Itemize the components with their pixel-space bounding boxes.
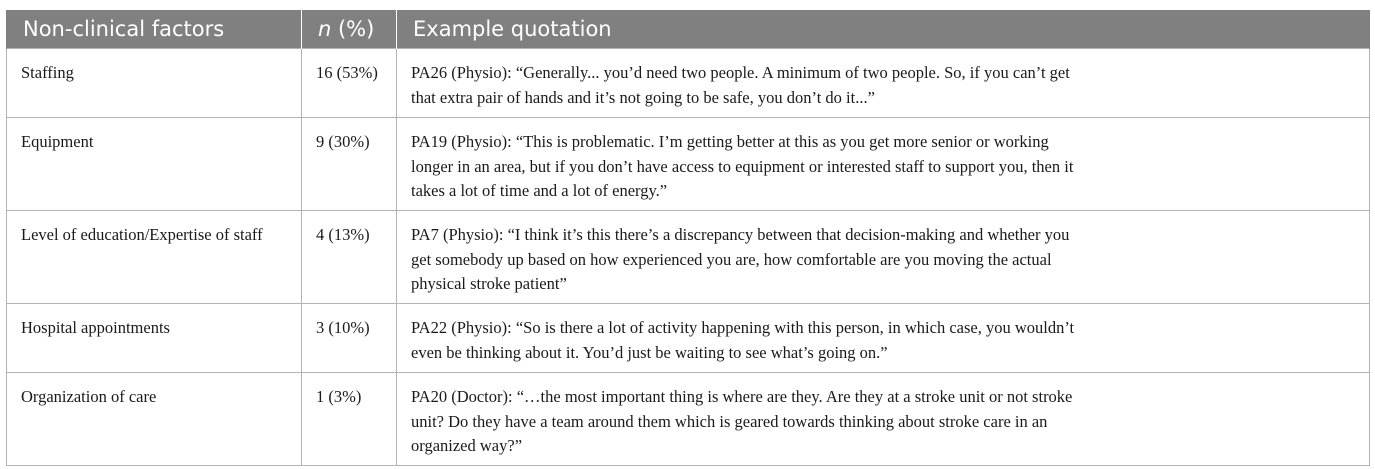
factor-cell: Organization of care <box>7 373 302 466</box>
quote-cell: PA20 (Doctor): “…the most important thing is where are they. Are they at a stroke unit or not stroke unit? Do they have a team around them which is geared towards thinking about stroke care in an organized way?” <box>397 373 1370 466</box>
factor-cell: Level of education/Expertise of staff <box>7 211 302 304</box>
n-cell: 9 (30%) <box>302 118 397 211</box>
n-cell: 3 (10%) <box>302 304 397 373</box>
table-row <box>7 373 1370 466</box>
header-n <box>302 10 397 49</box>
factor-cell: Equipment <box>7 118 302 211</box>
n-cell: 1 (3%) <box>302 373 397 466</box>
header-n-rest: (%) <box>331 17 375 41</box>
quote-cell: PA19 (Physio): “This is problematic. I’m getting better at this as you get more senior or working longer in an area, but if you don’t have access to equipment or interested staff to support you, then it takes a lot of time and a lot of energy.” <box>397 118 1370 211</box>
header-n-italic: n <box>318 17 332 41</box>
table-row <box>7 211 1370 304</box>
quote-cell: PA22 (Physio): “So is there a lot of activity happening with this person, in which case, you wouldn’t even be thinking about it. You’d just be waiting to see what’s going on.” <box>397 304 1370 373</box>
table-row <box>7 49 1370 118</box>
quote-cell: PA7 (Physio): “I think it’s this there’s a discrepancy between that decision-making and whether you get somebody up based on how experienced you are, how comfortable are you moving the actual physical stroke patient” <box>397 211 1370 304</box>
n-cell: 4 (13%) <box>302 211 397 304</box>
table-row <box>7 118 1370 211</box>
non-clinical-factors-table <box>6 10 1370 466</box>
factor-cell: Staffing <box>7 49 302 118</box>
header-factor: Non-clinical factors <box>7 10 302 49</box>
header-row <box>7 10 1370 49</box>
header-quote: Example quotation <box>397 10 1370 49</box>
factor-cell: Hospital appointments <box>7 304 302 373</box>
quote-cell: PA26 (Physio): “Generally... you’d need two people. A minimum of two people. So, if you can’t get that extra pair of hands and it’s not going to be safe, you don’t do it...” <box>397 49 1370 118</box>
n-cell: 16 (53%) <box>302 49 397 118</box>
table-row <box>7 304 1370 373</box>
